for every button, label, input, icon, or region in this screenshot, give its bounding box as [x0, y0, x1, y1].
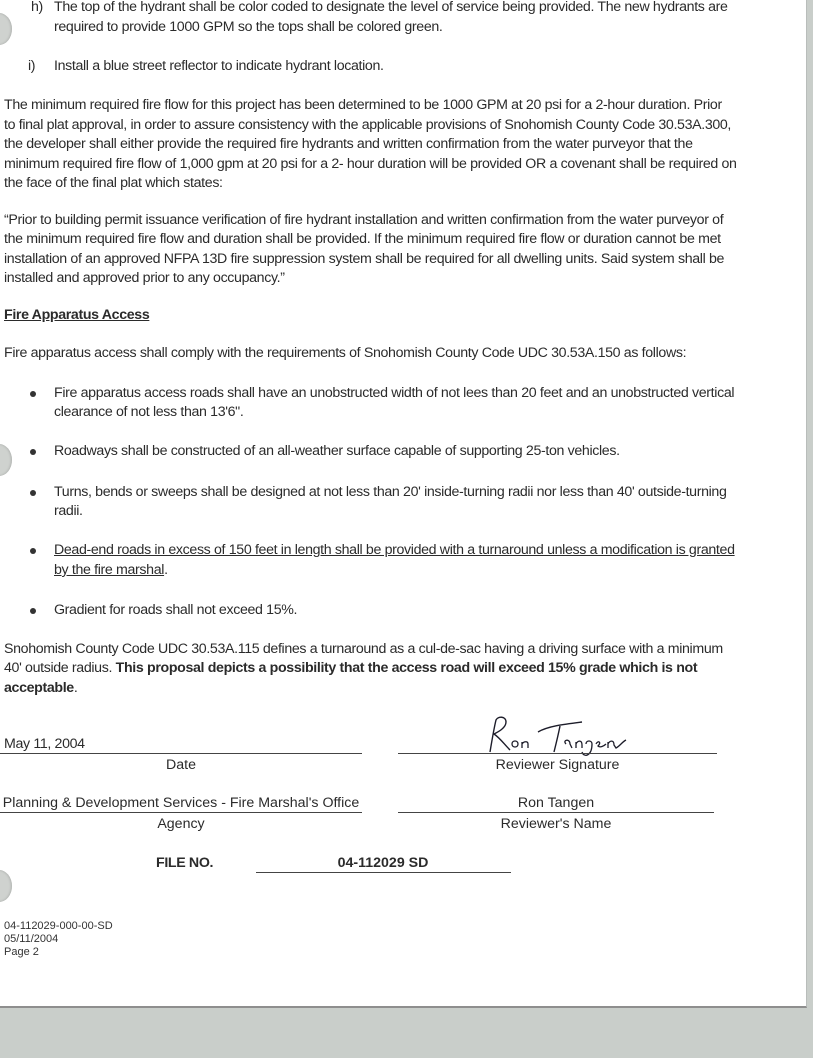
punch-hole — [0, 13, 12, 45]
paragraph-line: the face of the final plat which states: — [4, 175, 223, 191]
agency-value: Planning & Development Services - Fire Marshal's Office — [2, 795, 360, 811]
bullet-icon — [30, 548, 36, 554]
list-text-line: Install a blue street reflector to indicate hydrant location. — [54, 58, 384, 74]
file-number-value: 04-112029 SD — [337, 855, 429, 871]
footer-doc-id: 04-112029-000-00-SD — [4, 920, 113, 932]
quote-line: the minimum required fire flow and duration shall be provided. If the minimum required fire flow or duration cannot be met — [4, 231, 721, 247]
signature-label: Reviewer Signature — [495, 757, 620, 773]
paragraph-line — [4, 658, 697, 678]
quote-line: “Prior to building permit issuance verification of fire hydrant installation and written confirmation from the water purveyor of — [4, 212, 724, 228]
footer-date: 05/11/2004 — [4, 933, 59, 945]
paragraph-line — [4, 678, 77, 698]
bullet-icon — [30, 608, 36, 614]
punch-hole — [0, 444, 12, 476]
paragraph-bold-text: acceptable — [4, 680, 74, 696]
list-marker: i) — [28, 58, 36, 74]
paragraph-line: to final plat approval, in order to assure consistency with the applicable provisions of Snohomish County Code 30.53A.300, — [4, 117, 732, 133]
bullet-text-line: Roadways shall be constructed of an all-weather surface capable of supporting 25-ton vehicles. — [54, 443, 620, 459]
file-number-label: FILE NO. — [156, 855, 214, 871]
section-heading: Fire Apparatus Access — [4, 307, 150, 323]
paragraph-line: The minimum required fire flow for this project has been determined to be 1000 GPM at 20 psi for a 2-hour duration. Prior — [4, 97, 722, 113]
bullet-text-line: Gradient for roads shall not exceed 15%. — [54, 602, 298, 618]
file-number-rule — [256, 872, 511, 873]
reviewer-name-label: Reviewer's Name — [500, 816, 612, 832]
date-rule — [0, 753, 362, 754]
bullet-text-line: Dead-end roads in excess of 150 feet in length shall be provided with a turnaround unless a modification is granted — [54, 542, 735, 558]
bullet-text-line: clearance of not less than 13'6". — [54, 404, 244, 420]
agency-label: Agency — [157, 816, 205, 832]
bullet-icon — [30, 391, 36, 397]
quote-line: installation of an approved NFPA 13D fire suppression system shall be required for all dwelling units. Said system shall be — [4, 251, 725, 267]
agency-rule — [0, 812, 362, 813]
list-text-line: required to provide 1000 GPM so the tops shall be colored green. — [54, 19, 443, 35]
reviewer-name-value: Ron Tangen — [517, 795, 595, 811]
bullet-icon — [30, 449, 36, 455]
section-intro: Fire apparatus access shall comply with the requirements of Snohomish County Code UDC 30.53A.150 as follows: — [4, 345, 687, 361]
paragraph-text: . — [73, 680, 78, 696]
bullet-icon — [30, 490, 36, 496]
reviewer-name-rule — [398, 812, 714, 813]
list-text-line: The top of the hydrant shall be color coded to designate the level of service being provided. The new hydrants are — [54, 0, 728, 15]
footer-page-number: Page 2 — [4, 946, 39, 958]
signature-rule — [398, 753, 717, 754]
signature-graphic — [482, 712, 632, 758]
bullet-text-line — [54, 560, 168, 580]
list-marker: h) — [31, 0, 43, 15]
quote-line: installed and approved prior to any occupancy.” — [4, 270, 285, 286]
bullet-text-underlined: by the fire marshal — [54, 562, 165, 578]
bullet-text-line: Fire apparatus access roads shall have an unobstructed width of not lees than 20 feet and an unobstructed vertical — [54, 385, 735, 401]
bullet-text-line: Turns, bends or sweeps shall be designed at not less than 20' inside-turning radii nor less than 40' outside-turning — [54, 484, 727, 500]
paragraph-bold-text: This proposal depicts a possibility that the access road will exceed 15% grade which is not — [115, 660, 698, 676]
paragraph-line: minimum required fire flow of 1,000 gpm at 20 psi for a 2- hour duration will be provided OR a covenant shall be required on — [4, 156, 737, 172]
bullet-text-period: . — [164, 562, 168, 578]
date-value: May 11, 2004 — [4, 736, 85, 752]
paragraph-line: Snohomish County Code UDC 30.53A.115 defines a turnaround as a cul-de-sac having a driving surface with a minimum — [4, 641, 723, 657]
punch-hole — [0, 870, 12, 902]
paragraph-line: the developer shall either provide the required fire hydrants and written confirmation from the water purveyor that the — [4, 136, 693, 152]
paragraph-text: 40' outside radius. — [4, 660, 116, 676]
bullet-text-line: radii. — [54, 503, 83, 519]
date-label: Date — [166, 757, 196, 773]
